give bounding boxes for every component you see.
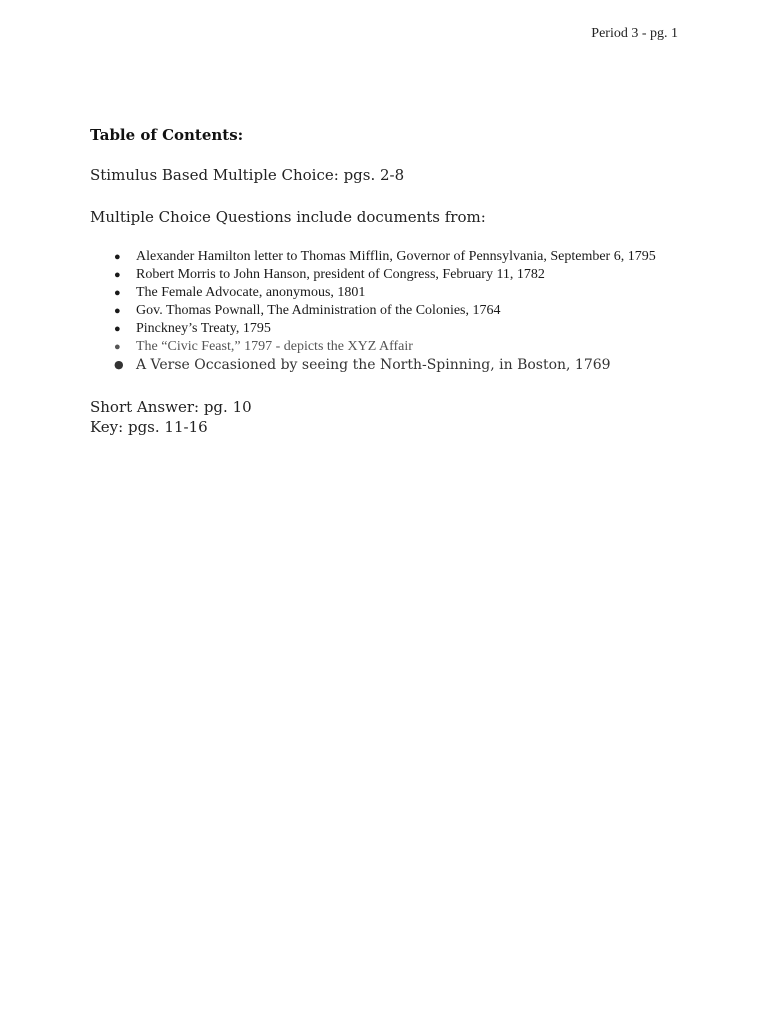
list-item <box>114 338 690 356</box>
document-title: The “Civic Feast,” 1797 - depicts the XYZ Affair <box>136 339 413 354</box>
list-item <box>114 320 690 338</box>
document-title: Alexander Hamilton letter to Thomas Mifflin, Governor of Pennsylvania, September 6, 1795 <box>136 249 656 264</box>
bullet-icon: ● <box>114 323 121 335</box>
document-title: Pinckney’s Treaty, 1795 <box>136 321 271 336</box>
list-item <box>114 284 690 302</box>
document-title: Robert Morris to John Hanson, president of Congress, February 11, 1782 <box>136 267 545 282</box>
bullet-icon: ● <box>114 341 121 353</box>
page-number-label: Period 3 - pg. 1 <box>591 26 678 41</box>
short-answer-line: Short Answer: pg. 10 <box>90 398 252 416</box>
document-title: Gov. Thomas Pownall, The Administration of the Colonies, 1764 <box>136 303 501 318</box>
list-item <box>114 302 690 320</box>
table-of-contents <box>90 126 690 436</box>
toc-title: Table of Contents: <box>90 126 244 144</box>
list-item <box>114 356 690 374</box>
list-item <box>114 248 690 266</box>
bullet-icon: ● <box>114 269 121 281</box>
bullet-icon: ● <box>114 305 121 317</box>
mcq-intro: Multiple Choice Questions include documents from: <box>90 208 486 226</box>
key-line: Key: pgs. 11-16 <box>90 418 208 436</box>
bullet-icon: ● <box>114 358 124 371</box>
stimulus-line: Stimulus Based Multiple Choice: pgs. 2-8 <box>90 166 405 184</box>
document-list <box>90 248 690 374</box>
document-title: The Female Advocate, anonymous, 1801 <box>136 285 366 300</box>
bullet-icon: ● <box>114 287 121 299</box>
list-item <box>114 266 690 284</box>
document-title: A Verse Occasioned by seeing the North-Spinning, in Boston, 1769 <box>136 357 611 373</box>
bullet-icon: ● <box>114 251 121 263</box>
